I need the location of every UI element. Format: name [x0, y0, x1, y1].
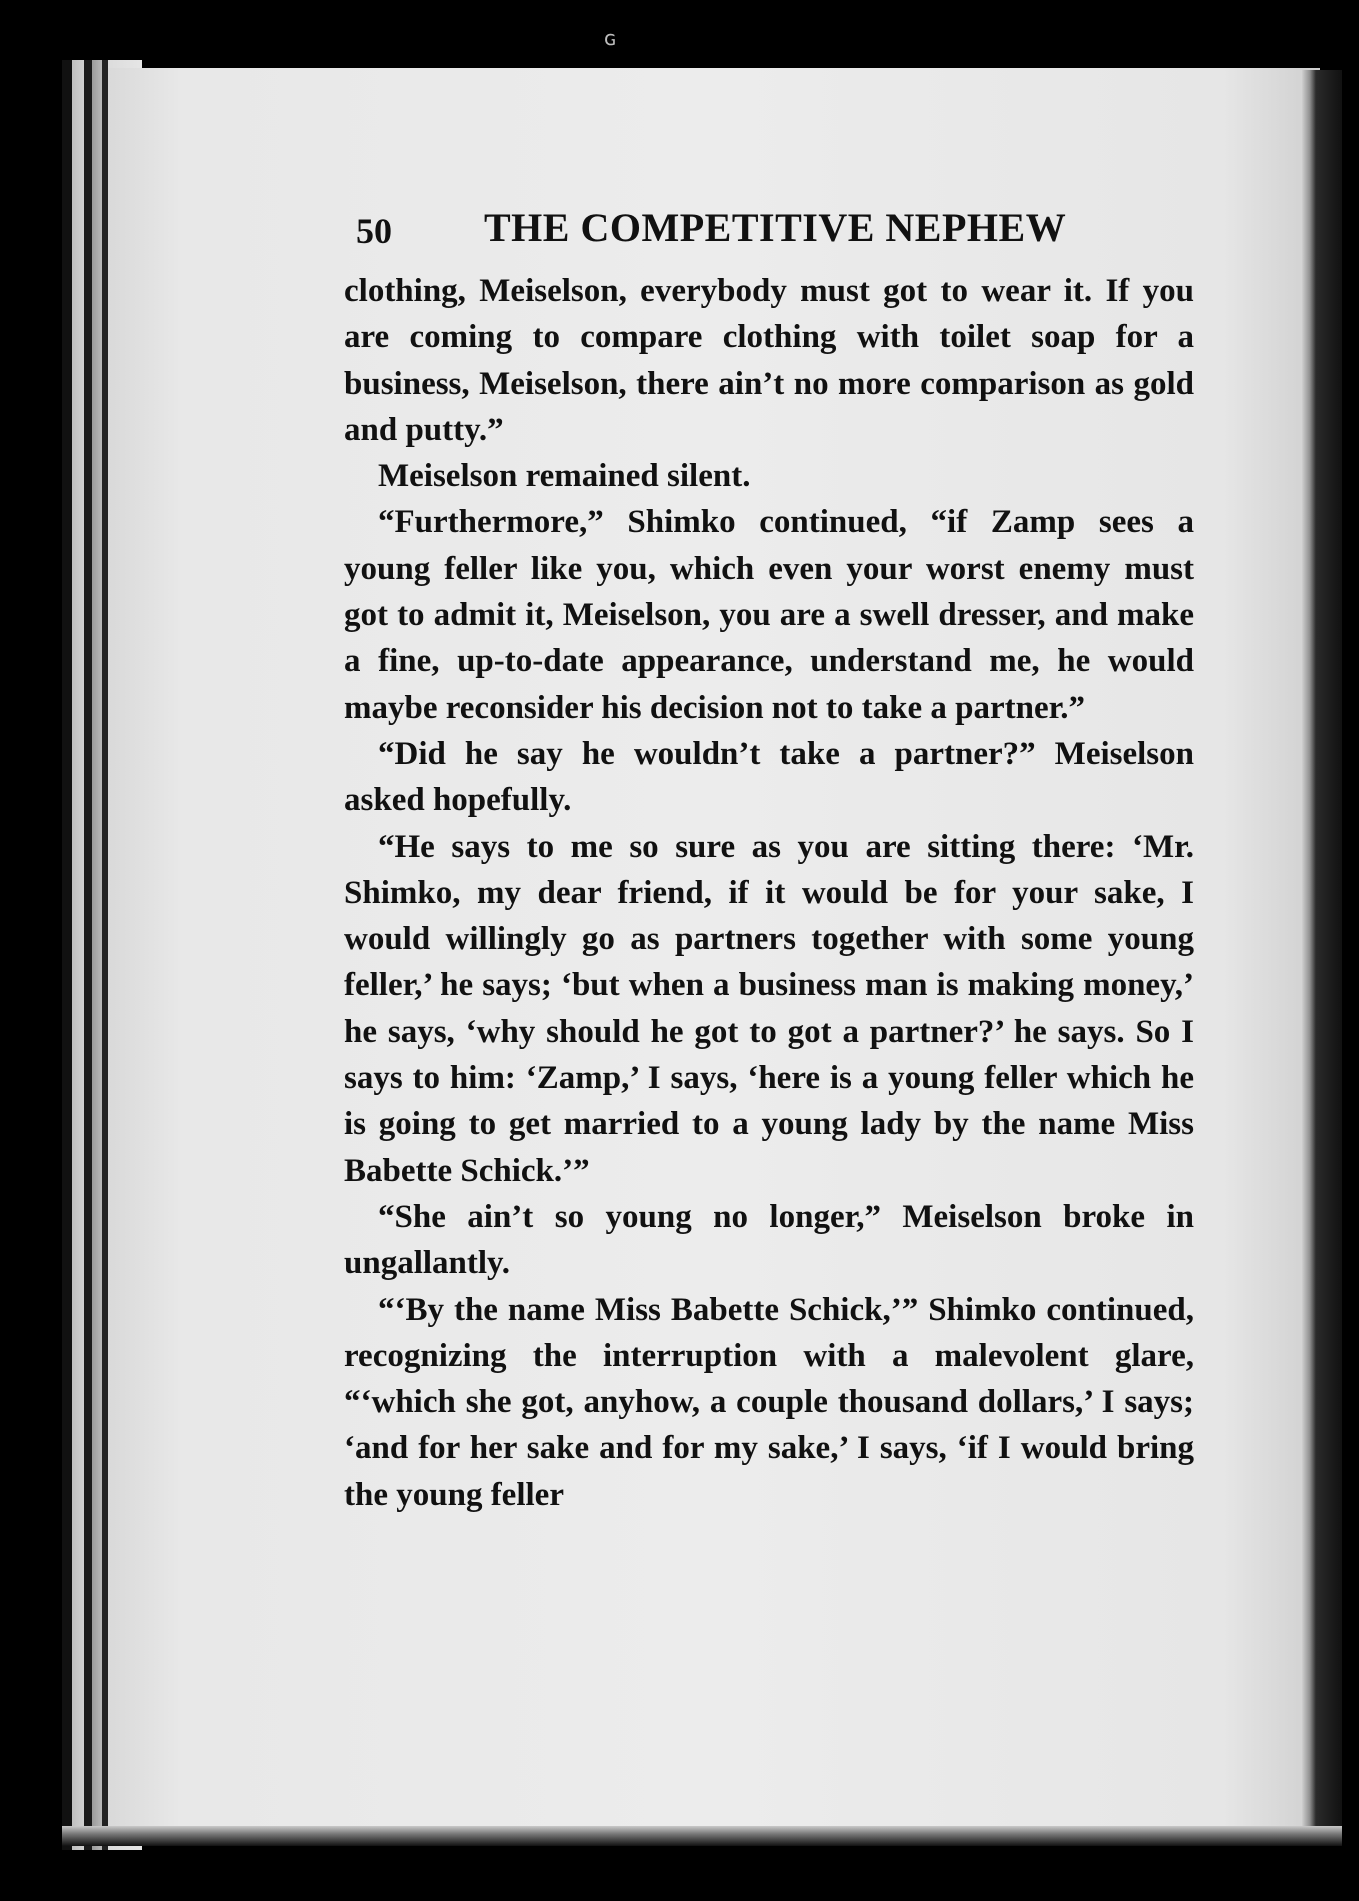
running-head: THE COMPETITIVE NEPHEW [484, 205, 1067, 250]
paragraph: “Furthermore,” Shimko continued, “if Zamp sees a young feller like you, which even your worst enemy must got to admit it, Meiselson, you are a swell dresser, and make a fine, up-to-date appearance, understand me, he would maybe reconsider his decision not to take a partner.” [344, 504, 1194, 726]
page-text-block [344, 205, 1194, 1518]
paragraph: “‘By the name Miss Babette Schick,’” Shimko continued, recognizing the interruption with a malevolent glare, “‘which she got, anyhow, a couple thousand dollars,’ I says; ‘and for her sake and for my sake,’ I says, ‘if I would bring the young feller [344, 1291, 1194, 1513]
paragraph: “He says to me so sure as you are sitting there: ‘Mr. Shimko, my dear friend, if it would be for your sake, I would willingly go as partners together with some young feller,’ he says; ‘but when a business man is making money,’ he says, ‘why should he got to got a partner?’ he says. So I says to him: ‘Zamp,’ I says, ‘here is a young feller which he is going to get married to a young lady by the name Miss Babette Schick.’” [344, 828, 1194, 1189]
scan-mark-icon: ɢ [604, 26, 617, 50]
page-number: 50 [356, 211, 392, 251]
page-bottom-edge [62, 1826, 1342, 1846]
paragraph: clothing, Meiselson, everybody must got to wear it. If you are coming to compare clothing with toilet soap for a business, Meiselson, there ain’t no more comparison as gold and putty.” [344, 273, 1194, 448]
paragraph: “Did he say he wouldn’t take a partner?” Meiselson asked hopefully. [344, 735, 1194, 819]
page-right-edge [1302, 70, 1342, 1830]
paragraph: “She ain’t so young no longer,” Meiselson broke in ungallantly. [344, 1198, 1194, 1282]
paragraph: Meiselson remained silent. [378, 458, 751, 495]
body-text [344, 268, 1194, 1518]
page-header [344, 205, 1194, 266]
